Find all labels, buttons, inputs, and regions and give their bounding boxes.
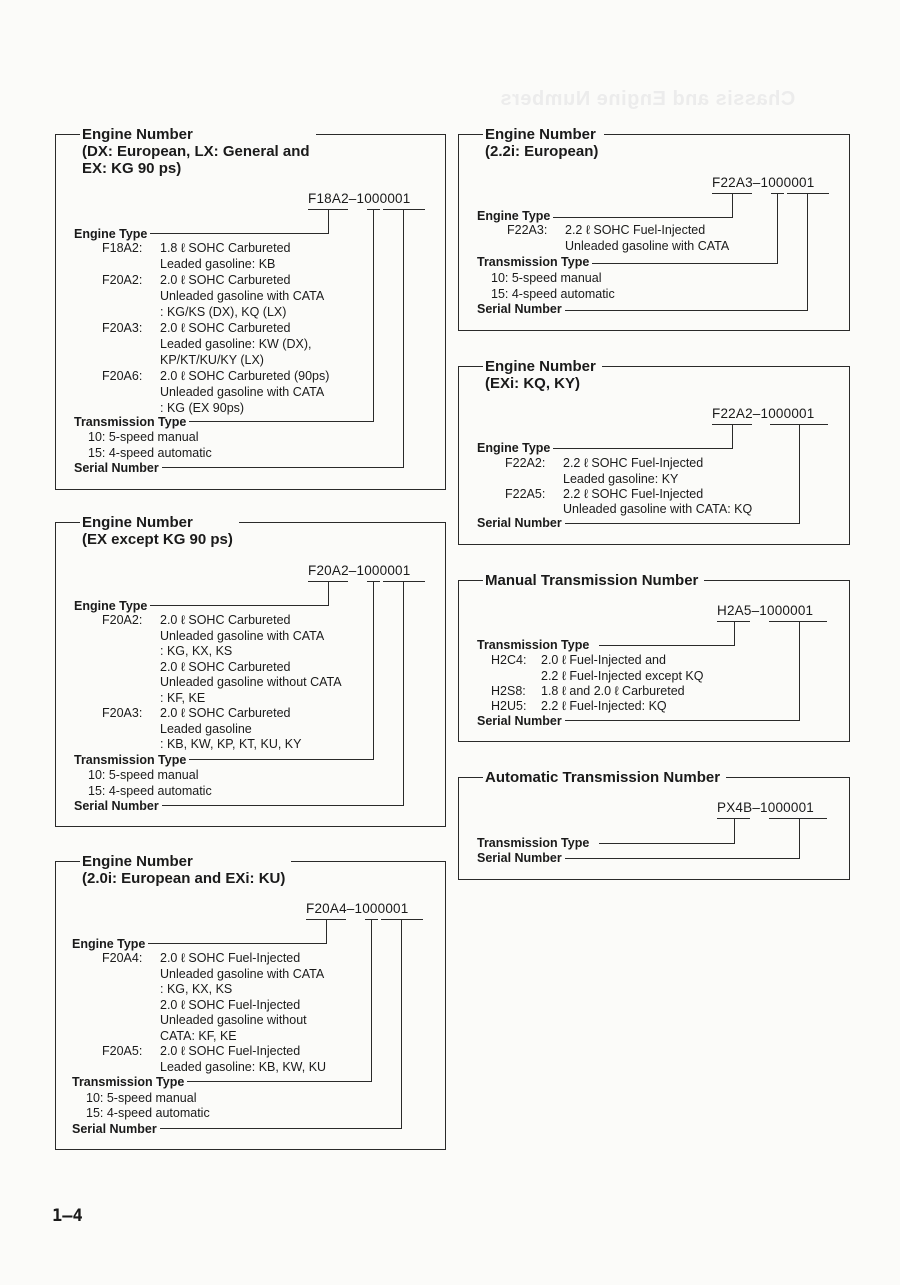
engine-number-box-ex-except-kg — [55, 514, 446, 827]
engine-type-code: F20A2: — [102, 273, 143, 287]
leader-serial — [799, 424, 800, 523]
code-serial: 1000001 — [356, 191, 411, 206]
label-transmission-type: Transmission Type — [477, 638, 592, 652]
label-transmission-type: Transmission Type — [477, 255, 592, 269]
label-serial-number: Serial Number — [477, 302, 565, 316]
box-title — [80, 126, 316, 177]
engine-type-desc: 2.0 ℓ SOHC Carbureted — [160, 321, 291, 335]
engine-type-code: F22A3: — [507, 223, 548, 237]
code-dash: – — [752, 800, 761, 815]
leader-serial-h — [559, 858, 800, 859]
underline-serial — [383, 581, 425, 582]
engine-type-desc: Leaded gasoline: KY — [563, 472, 679, 486]
bleed-through-heading: Chassis and Engine Numbers — [500, 88, 796, 110]
engine-type-desc: 2.0 ℓ SOHC Carbureted — [160, 706, 291, 720]
code-dash: – — [348, 191, 357, 206]
leader-serial — [799, 621, 800, 720]
engine-type-desc: 2.0 ℓ SOHC Fuel-Injected — [160, 1044, 301, 1058]
engine-type-desc: Unleaded gasoline with CATA — [160, 967, 325, 981]
leader-serial-h — [156, 467, 404, 468]
title-line: (DX: European, LX: General and — [82, 143, 310, 160]
label-transmission-type: Transmission Type — [74, 415, 189, 429]
transmission-type-desc: 2.2 ℓ Fuel-Injected: KQ — [541, 699, 667, 713]
manual-transmission-number-box — [458, 572, 850, 742]
code-serial: 1000001 — [356, 563, 411, 578]
code-dash: – — [346, 901, 355, 916]
label-serial-number: Serial Number — [477, 851, 565, 865]
engine-type-code: F20A4: — [102, 951, 143, 965]
leader-engine-type — [328, 209, 329, 233]
code-prefix: F22A3 — [712, 175, 753, 190]
leader-engine-type-h — [136, 605, 329, 606]
leader-engine-type-h — [136, 943, 327, 944]
leader-engine-type — [732, 424, 733, 448]
code-prefix: PX4B — [717, 800, 753, 815]
page-number: 1–4 — [52, 1206, 83, 1226]
underline-serial — [769, 621, 827, 622]
code-prefix: F20A4 — [306, 901, 347, 916]
title-line: (EX except KG 90 ps) — [82, 531, 233, 548]
leader-serial — [799, 818, 800, 858]
transmission-type-item: 10: 5-speed manual — [88, 768, 199, 782]
code-prefix: H2A5 — [717, 603, 752, 618]
label-engine-type: Engine Type — [74, 599, 150, 613]
engine-number-code — [306, 901, 408, 916]
title-line: (2.0i: European and EXi: KU) — [82, 870, 286, 887]
code-dash: – — [752, 175, 761, 190]
engine-number-box-2-0i-exi-ku — [55, 853, 446, 1150]
transmission-type-code: H2S8: — [491, 684, 526, 698]
transmission-type-item: 10: 5-speed manual — [86, 1091, 197, 1105]
engine-type-desc: 2.2 ℓ SOHC Fuel-Injected — [563, 487, 704, 501]
title-line: Engine Number — [82, 853, 193, 870]
engine-type-desc: Unleaded gasoline without — [160, 1013, 307, 1027]
box-title — [483, 126, 604, 160]
engine-type-code: F20A6: — [102, 369, 143, 383]
underline-serial — [787, 193, 829, 194]
code-serial: 1000001 — [760, 406, 815, 421]
leader-engine-type-h — [136, 233, 329, 234]
transmission-type-item: 15: 4-speed automatic — [491, 287, 615, 301]
transmission-type-item: 10: 5-speed manual — [491, 271, 602, 285]
engine-number-code — [308, 191, 410, 206]
engine-type-code: F20A3: — [102, 706, 143, 720]
engine-type-desc: : KB, KW, KP, KT, KU, KY — [160, 737, 302, 751]
engine-number-code — [308, 563, 410, 578]
leader-engine-type — [328, 581, 329, 605]
engine-type-desc: 2.0 ℓ SOHC Fuel-Injected — [160, 998, 301, 1012]
leader-serial-h — [156, 805, 404, 806]
leader-serial — [807, 193, 808, 310]
engine-type-code: F22A5: — [505, 487, 546, 501]
transmission-number-code — [717, 800, 814, 815]
engine-type-desc: 2.0 ℓ SOHC Fuel-Injected — [160, 951, 301, 965]
transmission-type-desc: 1.8 ℓ and 2.0 ℓ Carbureted — [541, 684, 685, 698]
engine-type-desc: CATA: KF, KE — [160, 1029, 237, 1043]
leader-serial-h — [559, 720, 800, 721]
label-transmission-type: Transmission Type — [477, 836, 592, 850]
engine-type-desc: 2.0 ℓ SOHC Carbureted (90ps) — [160, 369, 330, 383]
engine-type-desc: : KG, KX, KS — [160, 644, 233, 658]
title-line: Engine Number — [485, 358, 596, 375]
engine-type-desc: Leaded gasoline — [160, 722, 252, 736]
label-serial-number: Serial Number — [74, 799, 162, 813]
transmission-type-code: H2C4: — [491, 653, 527, 667]
engine-type-desc: Leaded gasoline: KW (DX), — [160, 337, 312, 351]
label-serial-number: Serial Number — [477, 516, 565, 530]
leader-engine-type-h — [539, 448, 733, 449]
label-engine-type: Engine Type — [477, 441, 553, 455]
title-line: (2.2i: European) — [485, 143, 599, 160]
engine-type-code: F20A3: — [102, 321, 143, 335]
transmission-type-desc: 2.0 ℓ Fuel-Injected and — [541, 653, 666, 667]
code-prefix: F20A2 — [308, 563, 349, 578]
title-line: Manual Transmission Number — [485, 572, 699, 589]
label-engine-type: Engine Type — [72, 937, 148, 951]
leader-serial — [403, 581, 404, 805]
title-line: Engine Number — [82, 514, 193, 531]
code-dash: – — [752, 406, 761, 421]
engine-type-desc: 2.0 ℓ SOHC Carbureted — [160, 660, 291, 674]
engine-type-desc: 2.0 ℓ SOHC Carbureted — [160, 273, 291, 287]
engine-number-box-exi-kq-ky — [458, 358, 850, 545]
leader-engine-type — [326, 919, 327, 943]
label-serial-number: Serial Number — [72, 1122, 160, 1136]
underline-serial — [383, 209, 425, 210]
code-dash: – — [348, 563, 357, 578]
code-dash: – — [751, 603, 760, 618]
engine-type-desc: 2.2 ℓ SOHC Fuel-Injected — [565, 223, 706, 237]
engine-type-desc: : KG, KX, KS — [160, 982, 233, 996]
engine-type-code: F20A5: — [102, 1044, 143, 1058]
leader-transmission-type-h — [599, 645, 735, 646]
engine-type-desc: Unleaded gasoline with CATA — [565, 239, 730, 253]
code-serial: 1000001 — [354, 901, 409, 916]
leader-transmission-h — [186, 421, 374, 422]
engine-type-desc: : KG/KS (DX), KQ (LX) — [160, 305, 287, 319]
leader-serial-h — [559, 310, 808, 311]
code-serial: 1000001 — [760, 800, 815, 815]
box-title — [483, 769, 726, 786]
transmission-type-code: H2U5: — [491, 699, 527, 713]
engine-number-box-2-2i-european — [458, 126, 850, 331]
engine-type-desc: Unleaded gasoline with CATA: KQ — [563, 502, 753, 516]
engine-type-desc: Unleaded gasoline with CATA — [160, 629, 325, 643]
title-line: Engine Number — [82, 126, 193, 143]
leader-transmission-h — [186, 759, 374, 760]
leader-serial — [401, 919, 402, 1128]
engine-number-code — [712, 406, 814, 421]
engine-type-code: F18A2: — [102, 241, 143, 255]
engine-type-desc: Unleaded gasoline with CATA — [160, 289, 325, 303]
engine-number-code — [712, 175, 814, 190]
leader-serial-h — [559, 523, 800, 524]
label-engine-type: Engine Type — [477, 209, 553, 223]
engine-type-desc: : KG (EX 90ps) — [160, 401, 245, 415]
box-title — [80, 853, 291, 887]
leader-transmission — [373, 209, 374, 421]
engine-type-code: F20A2: — [102, 613, 143, 627]
engine-type-desc: Leaded gasoline: KB, KW, KU — [160, 1060, 327, 1074]
label-serial-number: Serial Number — [477, 714, 565, 728]
box-title — [483, 358, 602, 392]
leader-transmission — [371, 919, 372, 1081]
engine-type-desc: : KF, KE — [160, 691, 206, 705]
leader-engine-type — [732, 193, 733, 217]
engine-type-desc: KP/KT/KU/KY (LX) — [160, 353, 264, 367]
code-prefix: F18A2 — [308, 191, 349, 206]
leader-serial — [403, 209, 404, 467]
transmission-type-item: 15: 4-speed automatic — [86, 1106, 210, 1120]
transmission-type-item: 15: 4-speed automatic — [88, 446, 212, 460]
engine-type-desc: Leaded gasoline: KB — [160, 257, 276, 271]
leader-transmission-h — [589, 263, 778, 264]
leader-transmission-type — [734, 818, 735, 843]
engine-type-desc: Unleaded gasoline without CATA — [160, 675, 342, 689]
leader-serial-h — [156, 1128, 402, 1129]
leader-transmission — [373, 581, 374, 759]
underline-serial — [381, 919, 423, 920]
code-serial: 1000001 — [760, 175, 815, 190]
code-serial: 1000001 — [759, 603, 814, 618]
engine-type-desc: 2.0 ℓ SOHC Carbureted — [160, 613, 291, 627]
box-title — [483, 572, 704, 589]
underline-serial — [769, 818, 827, 819]
label-engine-type: Engine Type — [74, 227, 150, 241]
code-prefix: F22A2 — [712, 406, 753, 421]
leader-transmission-type-h — [599, 843, 735, 844]
label-transmission-type: Transmission Type — [74, 753, 189, 767]
title-line: Automatic Transmission Number — [485, 769, 721, 786]
box-title — [80, 514, 239, 548]
engine-number-box-dx-lx-ex — [55, 126, 446, 490]
engine-type-code: F22A2: — [505, 456, 546, 470]
leader-engine-type-h — [539, 217, 733, 218]
automatic-transmission-number-box — [458, 769, 850, 880]
label-transmission-type: Transmission Type — [72, 1075, 187, 1089]
leader-transmission-h — [186, 1081, 372, 1082]
title-line: EX: KG 90 ps) — [82, 160, 182, 177]
label-serial-number: Serial Number — [74, 461, 162, 475]
engine-type-desc: 2.2 ℓ SOHC Fuel-Injected — [563, 456, 704, 470]
transmission-type-item: 15: 4-speed automatic — [88, 784, 212, 798]
engine-type-desc: 1.8 ℓ SOHC Carbureted — [160, 241, 291, 255]
title-line: Engine Number — [485, 126, 596, 143]
engine-type-desc: Unleaded gasoline with CATA — [160, 385, 325, 399]
leader-transmission — [777, 193, 778, 263]
leader-transmission-type — [734, 621, 735, 645]
transmission-number-code — [717, 603, 813, 618]
title-line: (EXi: KQ, KY) — [485, 375, 581, 392]
transmission-type-item: 10: 5-speed manual — [88, 430, 199, 444]
transmission-type-desc: 2.2 ℓ Fuel-Injected except KQ — [541, 669, 704, 683]
